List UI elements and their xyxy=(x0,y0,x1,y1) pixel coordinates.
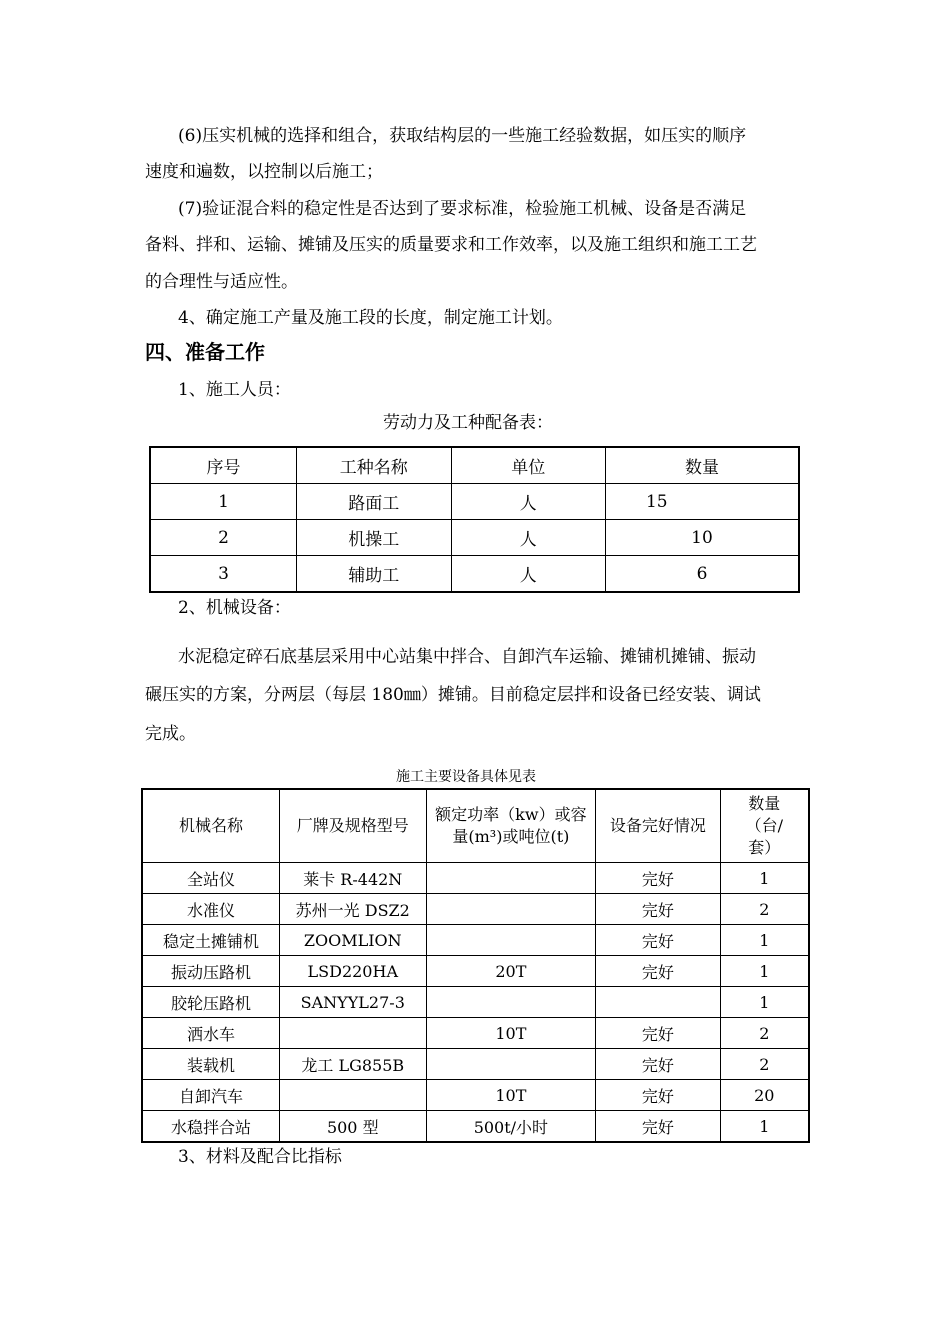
table-cell: 完好 xyxy=(596,863,720,894)
table-cell: 1 xyxy=(150,484,297,520)
table-cell: 苏州一光 DSZ2 xyxy=(279,894,426,925)
table-cell: 1 xyxy=(720,925,809,956)
machinery-text-line-3: 完成。 xyxy=(145,724,196,744)
paragraph-4: 4、确定施工产量及施工段的长度，制定施工计划。 xyxy=(178,308,563,328)
item-2-label: 2、机械设备： xyxy=(178,598,291,618)
equipment-header-cell: 厂牌及规格型号 xyxy=(279,789,426,863)
table-cell xyxy=(426,925,595,956)
section-heading: 四、准备工作 xyxy=(145,340,265,364)
labor-header-cell: 数量 xyxy=(605,447,799,484)
equipment-header-cell: 设备完好情况 xyxy=(596,789,720,863)
table-row xyxy=(142,1111,809,1143)
paragraph-6-line-1: (6)压实机械的选择和组合，获取结构层的一些施工经验数据，如压实的顺序 xyxy=(178,126,747,146)
table-cell: 500 型 xyxy=(279,1111,426,1143)
equipment-header-cell: 机械名称 xyxy=(142,789,279,863)
paragraph-6-line-2: 速度和遍数，以控制以后施工； xyxy=(145,162,383,182)
table-cell xyxy=(426,863,595,894)
table-cell: 2 xyxy=(720,1049,809,1080)
table-cell: 完好 xyxy=(596,956,720,987)
table-cell: 人 xyxy=(451,520,605,556)
equipment-table-header-row xyxy=(142,789,809,863)
table-cell: 500t/小时 xyxy=(426,1111,595,1143)
table-cell: 1 xyxy=(720,863,809,894)
machinery-text-line-1: 水泥稳定碎石底基层采用中心站集中拌合、自卸汽车运输、摊铺机摊铺、振动 xyxy=(178,647,756,667)
item-3-label: 3、材料及配合比指标 xyxy=(178,1147,342,1167)
table-cell: 2 xyxy=(720,894,809,925)
table-cell: 10 xyxy=(605,520,799,556)
table-cell: 1 xyxy=(720,956,809,987)
table-cell: 胶轮压路机 xyxy=(142,987,279,1018)
table-row xyxy=(142,863,809,894)
table-cell xyxy=(279,1080,426,1111)
table-cell: 完好 xyxy=(596,1049,720,1080)
table-cell: 稳定土摊铺机 xyxy=(142,925,279,956)
item-1-label: 1、施工人员： xyxy=(178,380,291,400)
table-cell: 6 xyxy=(605,556,799,593)
table-cell: 振动压路机 xyxy=(142,956,279,987)
table-cell: 2 xyxy=(720,1018,809,1049)
table-row xyxy=(150,484,799,520)
table-cell: 1 xyxy=(720,1111,809,1143)
table-cell: 2 xyxy=(150,520,297,556)
table-cell: 20T xyxy=(426,956,595,987)
table-cell: 15 xyxy=(605,484,799,520)
table-row xyxy=(142,956,809,987)
table-cell: 3 xyxy=(150,556,297,593)
table-cell: ZOOMLION xyxy=(279,925,426,956)
table-cell: 人 xyxy=(451,556,605,593)
table-cell: LSD220HA xyxy=(279,956,426,987)
paragraph-7-line-3: 的合理性与适应性。 xyxy=(145,272,298,292)
table-row xyxy=(142,894,809,925)
table-cell: 1 xyxy=(720,987,809,1018)
table-cell: 龙工 LG855B xyxy=(279,1049,426,1080)
table-row xyxy=(150,520,799,556)
labor-header-cell: 序号 xyxy=(150,447,297,484)
table-cell xyxy=(426,1049,595,1080)
table-cell: 自卸汽车 xyxy=(142,1080,279,1111)
table-cell: 路面工 xyxy=(297,484,451,520)
table-cell: 10T xyxy=(426,1080,595,1111)
labor-table-caption: 劳动力及工种配备表： xyxy=(383,413,553,433)
table-cell: 全站仪 xyxy=(142,863,279,894)
equipment-header-cell: 数量（台/套） xyxy=(720,789,809,863)
table-cell: 完好 xyxy=(596,1018,720,1049)
equipment-table-caption: 施工主要设备具体见表 xyxy=(396,769,536,785)
table-cell: 10T xyxy=(426,1018,595,1049)
paragraph-7-line-1: (7)验证混合料的稳定性是否达到了要求标准，检验施工机械、设备是否满足 xyxy=(178,199,747,219)
table-cell xyxy=(426,894,595,925)
table-cell: 人 xyxy=(451,484,605,520)
table-cell: 洒水车 xyxy=(142,1018,279,1049)
table-cell: 莱卡 R-442N xyxy=(279,863,426,894)
table-cell: SANYYL27-3 xyxy=(279,987,426,1018)
table-cell: 辅助工 xyxy=(297,556,451,593)
machinery-text-line-2: 碾压实的方案，分两层（每层 180㎜）摊铺。目前稳定层拌和设备已经安装、调试 xyxy=(145,685,761,705)
table-cell xyxy=(596,987,720,1018)
table-cell: 水稳拌合站 xyxy=(142,1111,279,1143)
table-row xyxy=(142,987,809,1018)
paragraph-7-line-2: 备料、拌和、运输、摊铺及压实的质量要求和工作效率，以及施工组织和施工工艺 xyxy=(145,235,757,255)
equipment-table xyxy=(141,788,810,1143)
labor-table xyxy=(149,446,800,593)
table-cell: 水准仪 xyxy=(142,894,279,925)
equipment-header-cell: 额定功率（kw）或容量(m³)或吨位(t) xyxy=(426,789,595,863)
table-cell xyxy=(426,987,595,1018)
table-cell: 完好 xyxy=(596,925,720,956)
labor-header-cell: 单位 xyxy=(451,447,605,484)
labor-table-header-row xyxy=(150,447,799,484)
labor-header-cell: 工种名称 xyxy=(297,447,451,484)
table-cell: 完好 xyxy=(596,1080,720,1111)
table-row xyxy=(142,925,809,956)
table-cell: 完好 xyxy=(596,894,720,925)
table-cell: 20 xyxy=(720,1080,809,1111)
table-row xyxy=(150,556,799,593)
equipment-table-body xyxy=(142,863,809,1143)
table-cell xyxy=(279,1018,426,1049)
table-cell: 装载机 xyxy=(142,1049,279,1080)
table-row xyxy=(142,1049,809,1080)
table-row xyxy=(142,1080,809,1111)
table-cell: 机操工 xyxy=(297,520,451,556)
table-cell: 完好 xyxy=(596,1111,720,1143)
table-row xyxy=(142,1018,809,1049)
